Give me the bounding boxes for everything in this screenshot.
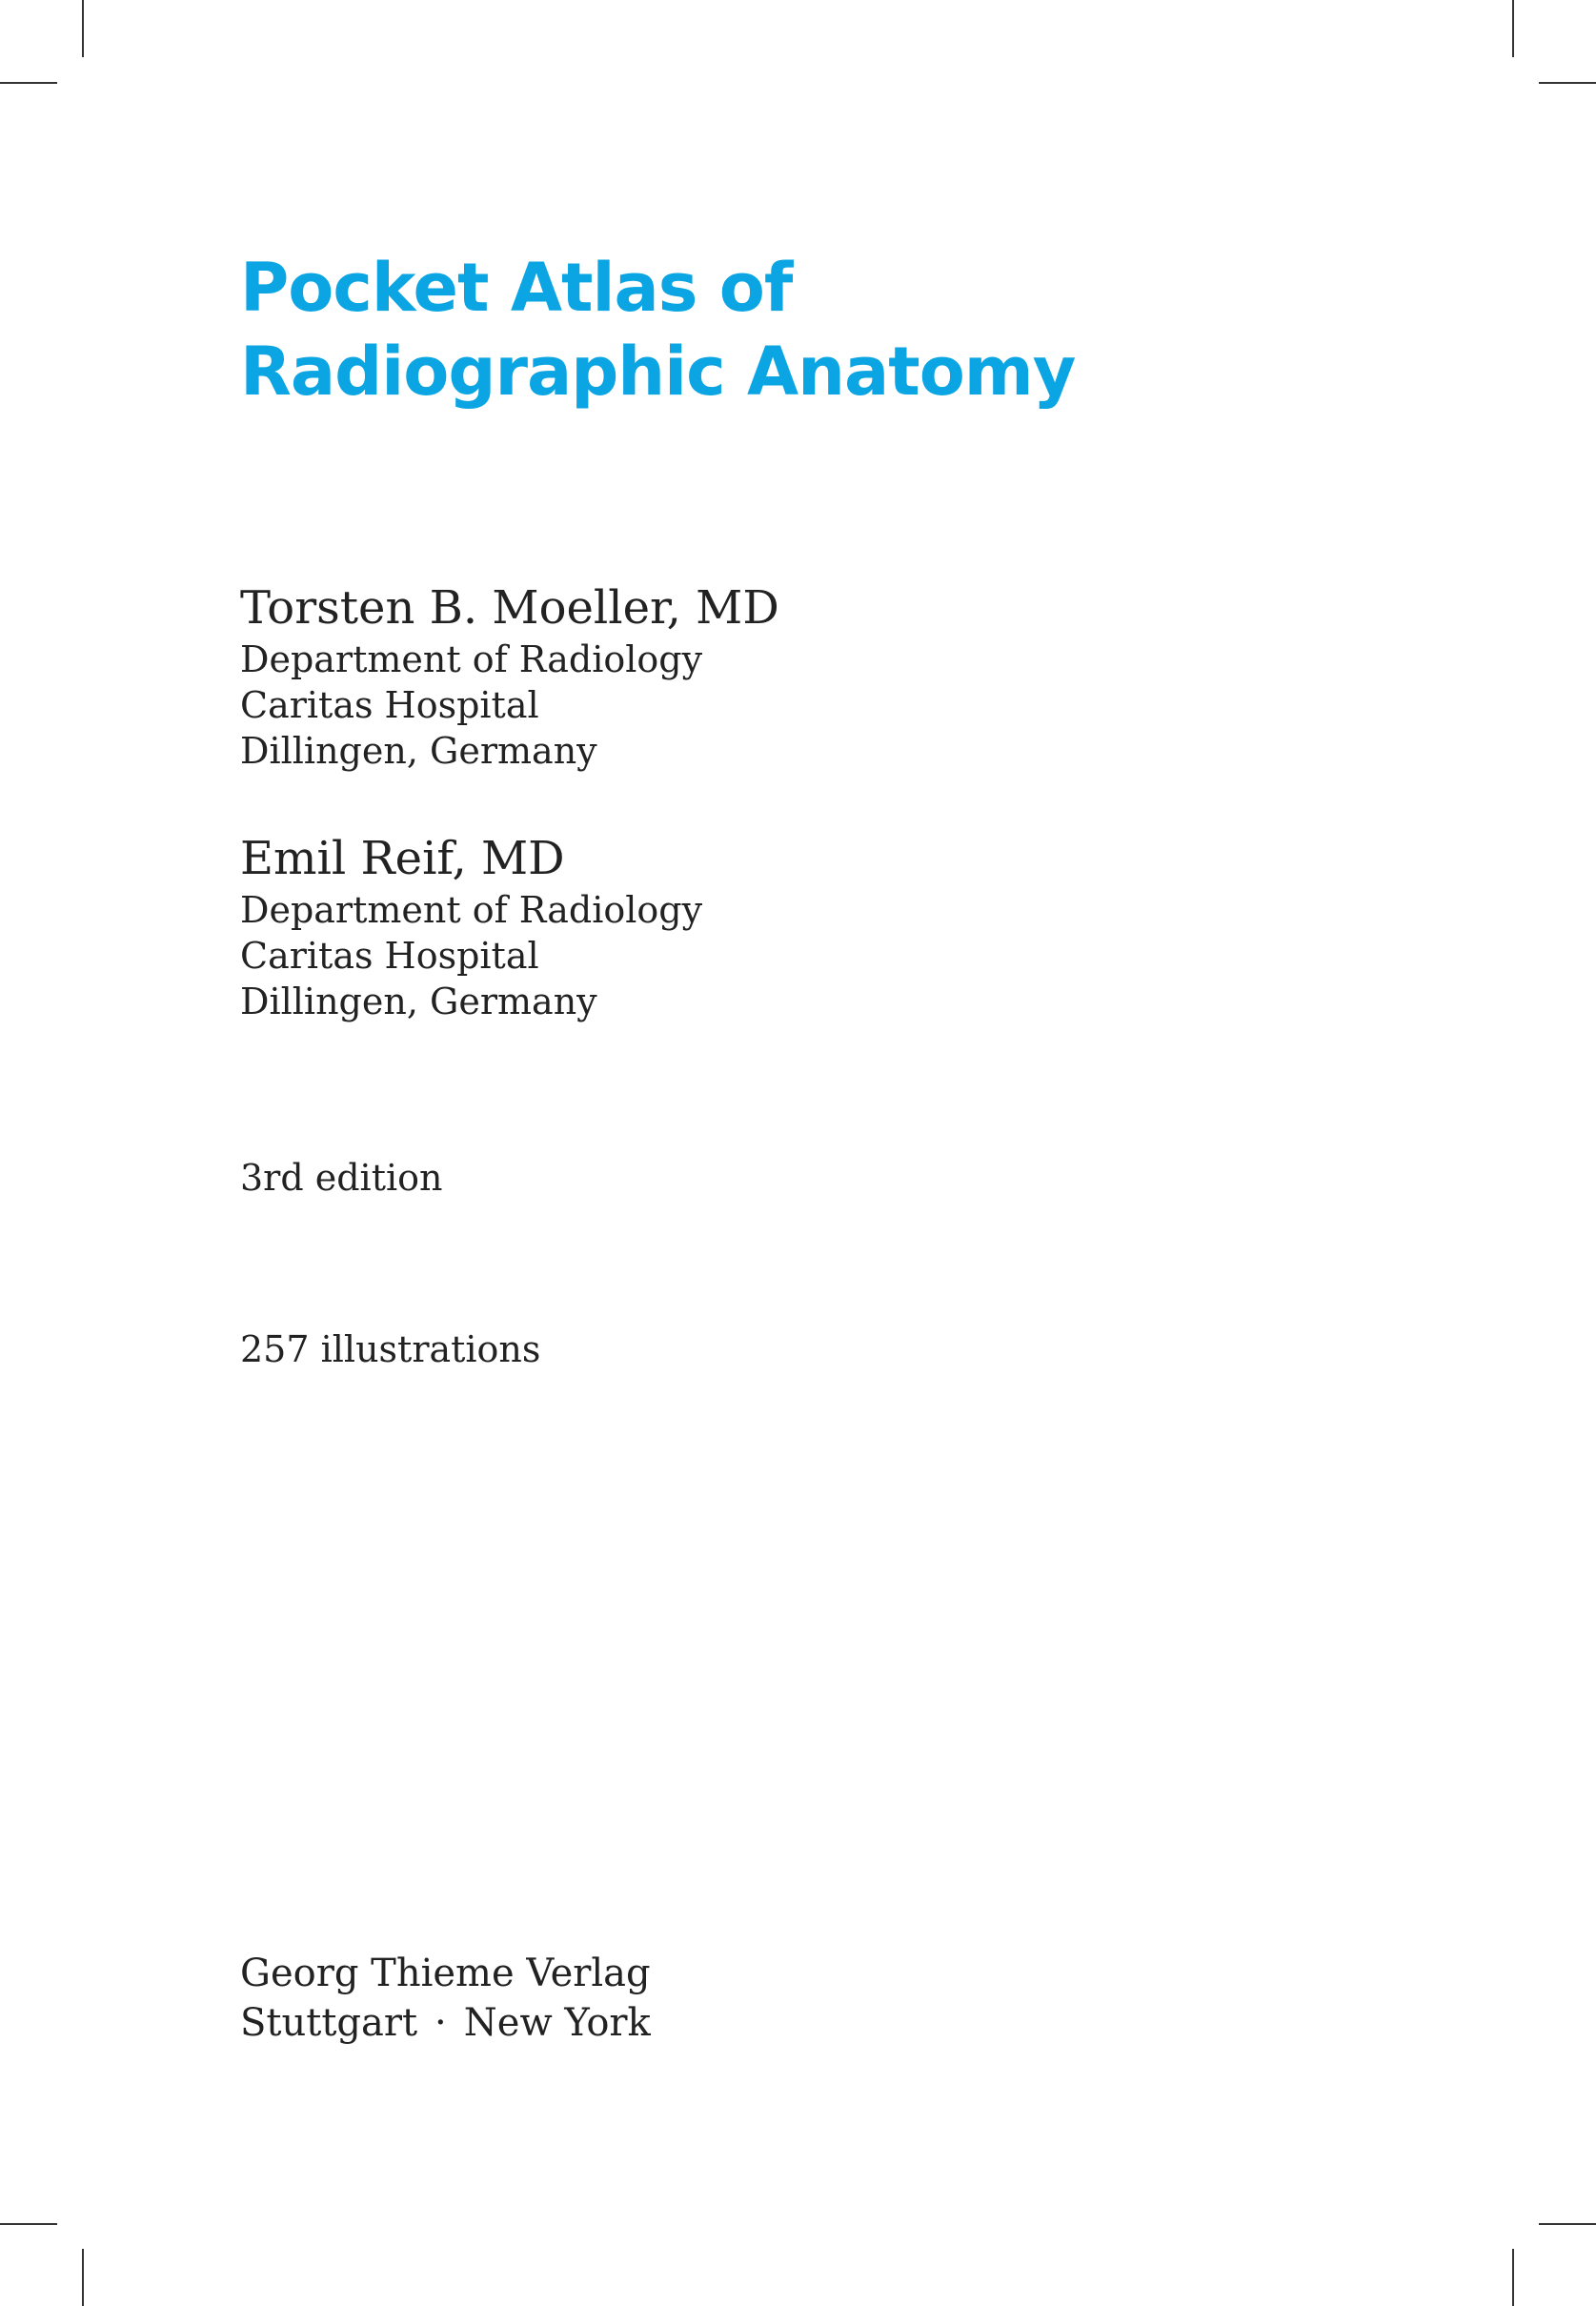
book-title-line-2: Radiographic Anatomy — [240, 333, 1076, 411]
author-block-2 — [240, 830, 702, 1024]
crop-mark-top-left — [0, 82, 57, 84]
author-affiliation-hospital: Caritas Hospital — [240, 684, 539, 726]
author-affiliation-location: Dillingen, Germany — [240, 981, 597, 1022]
publisher-block — [240, 1949, 651, 2048]
publisher-name: Georg Thieme Verlag — [240, 1952, 651, 1995]
crop-mark-bottom-left — [82, 2249, 84, 2306]
author-block-1 — [240, 579, 779, 774]
edition-label: 3rd edition — [240, 1157, 443, 1199]
author-affiliation-department: Department of Radiology — [240, 638, 703, 680]
book-title-line-1: Pocket Atlas of — [240, 249, 793, 327]
book-title — [240, 246, 1075, 414]
publisher-city-stuttgart: Stuttgart — [240, 2001, 418, 2045]
crop-mark-top-right — [1539, 82, 1596, 84]
illustrations-count: 257 illustrations — [240, 1328, 541, 1370]
author-name: Torsten B. Moeller, MD — [240, 581, 779, 635]
crop-mark-bottom-right — [1539, 2223, 1596, 2225]
author-affiliation-hospital: Caritas Hospital — [240, 935, 539, 977]
author-affiliation-department: Department of Radiology — [240, 889, 703, 931]
crop-mark-top-right — [1512, 0, 1514, 57]
publisher-city-new-york: New York — [463, 2001, 651, 2045]
crop-mark-bottom-left — [0, 2223, 57, 2225]
publisher-cities — [240, 1998, 651, 2048]
separator-dot: · — [434, 2001, 447, 2045]
author-name: Emil Reif, MD — [240, 832, 565, 885]
author-affiliation-location: Dillingen, Germany — [240, 730, 597, 772]
crop-mark-bottom-right — [1512, 2249, 1514, 2306]
crop-mark-top-left — [82, 0, 84, 57]
